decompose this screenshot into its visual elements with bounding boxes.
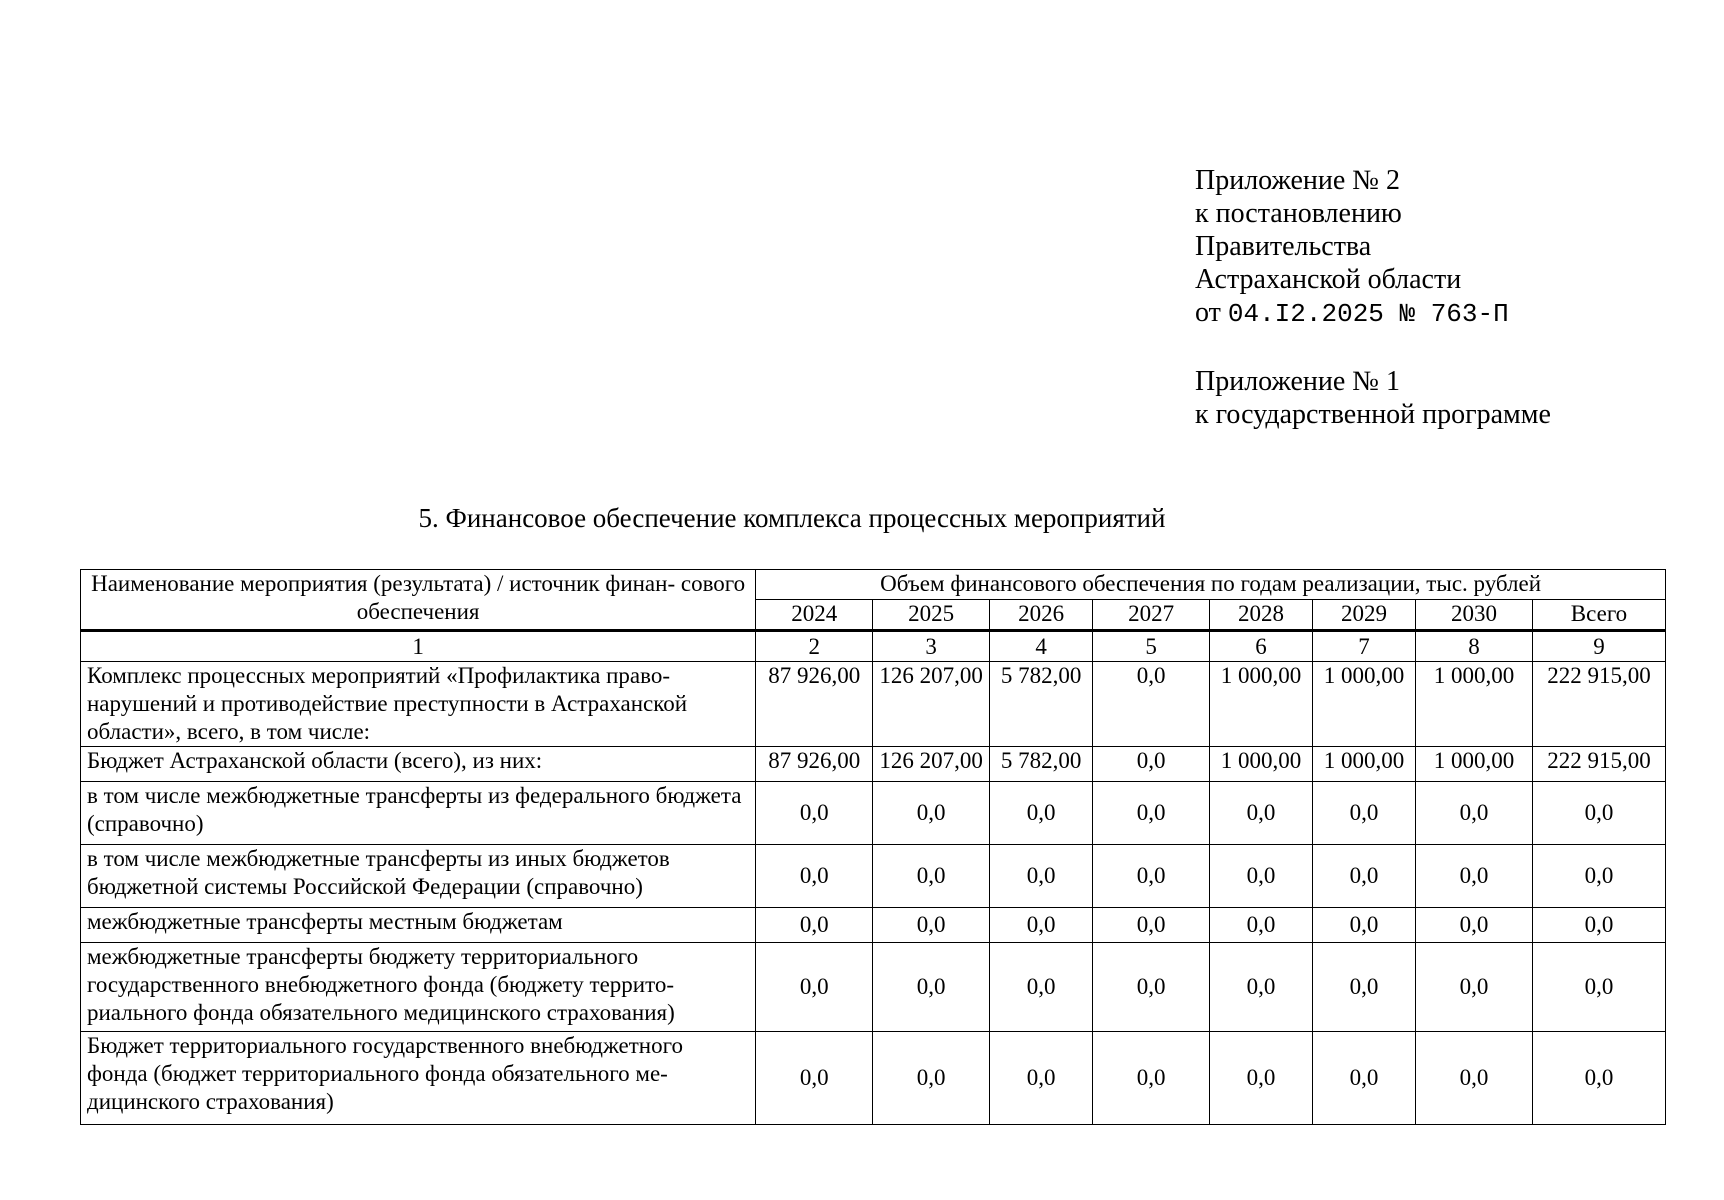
header-line: Правительства	[1195, 231, 1372, 262]
cell-value: 0,0	[1416, 782, 1533, 845]
cell-value: 0,0	[1416, 1032, 1533, 1125]
cell-value: 1 000,00	[1416, 747, 1533, 782]
cell-value: 1 000,00	[1313, 662, 1416, 747]
year-header: 2029	[1313, 600, 1416, 631]
cell-value: 1 000,00	[1210, 662, 1313, 747]
cell-value: 1 000,00	[1313, 747, 1416, 782]
column-number: 7	[1313, 631, 1416, 662]
column-number: 6	[1210, 631, 1313, 662]
cell-value: 222 915,00	[1532, 747, 1665, 782]
decree-line	[1195, 296, 1551, 331]
cell-value: 0,0	[990, 845, 1093, 908]
cell-value: 87 926,00	[756, 662, 873, 747]
row-name: Бюджет Астраханской области (всего), из них:	[81, 747, 756, 782]
cell-value: 0,0	[873, 908, 990, 943]
column-number: 3	[873, 631, 990, 662]
cell-value: 1 000,00	[1416, 662, 1533, 747]
year-header: 2027	[1093, 600, 1210, 631]
cell-value: 0,0	[1093, 782, 1210, 845]
cell-value: 0,0	[990, 908, 1093, 943]
row-name: межбюджетные трансферты местным бюджетам	[81, 908, 756, 943]
year-header: 2026	[990, 600, 1093, 631]
cell-value: 0,0	[990, 943, 1093, 1032]
cell-value: 0,0	[873, 782, 990, 845]
name-column-header: Наименование мероприятия (результата) / источник финан- сового обеспечения	[81, 570, 756, 631]
column-number-row	[81, 631, 1666, 662]
cell-value: 0,0	[1416, 845, 1533, 908]
row-name: межбюджетные трансферты бюджету территориального государственного внебюджетного фонда (бюджету террито- риального фонда обязательного медицинского страхования)	[81, 943, 756, 1032]
section-title: 5. Финансовое обеспечение комплекса процессных мероприятий	[418, 503, 1166, 533]
year-header: 2028	[1210, 600, 1313, 631]
cell-value: 0,0	[756, 1032, 873, 1125]
column-number: 5	[1093, 631, 1210, 662]
table-row	[81, 782, 1666, 845]
cell-value: 0,0	[1313, 782, 1416, 845]
cell-value: 0,0	[1532, 782, 1665, 845]
cell-value: 0,0	[1093, 662, 1210, 747]
table-row	[81, 747, 1666, 782]
row-name: Комплекс процессных мероприятий «Профилактика право- нарушений и противодействие преступности в Астраханской области», всего, в том числе:	[81, 662, 756, 747]
year-header: 2030	[1416, 600, 1533, 631]
cell-value: 0,0	[1210, 845, 1313, 908]
year-header: 2025	[873, 600, 990, 631]
cell-value: 0,0	[1093, 943, 1210, 1032]
cell-value: 5 782,00	[990, 662, 1093, 747]
column-number: 1	[81, 631, 756, 662]
cell-value: 1 000,00	[1210, 747, 1313, 782]
cell-value: 0,0	[990, 1032, 1093, 1125]
table-row	[81, 943, 1666, 1032]
cell-value: 0,0	[1210, 908, 1313, 943]
cell-value: 0,0	[1313, 845, 1416, 908]
cell-value: 222 915,00	[1532, 662, 1665, 747]
column-number: 8	[1416, 631, 1533, 662]
cell-value: 126 207,00	[873, 662, 990, 747]
header-line: Приложение № 2	[1195, 165, 1400, 196]
table-row	[81, 662, 1666, 747]
column-number: 4	[990, 631, 1093, 662]
cell-value: 0,0	[756, 782, 873, 845]
cell-value: 0,0	[1210, 782, 1313, 845]
column-number: 2	[756, 631, 873, 662]
cell-value: 0,0	[990, 782, 1093, 845]
column-number: 9	[1532, 631, 1665, 662]
cell-value: 0,0	[1093, 845, 1210, 908]
cell-value: 0,0	[1093, 908, 1210, 943]
cell-value: 0,0	[1313, 1032, 1416, 1125]
table-row	[81, 908, 1666, 943]
cell-value: 0,0	[1313, 943, 1416, 1032]
cell-value: 0,0	[1532, 908, 1665, 943]
financing-table	[80, 569, 1666, 1125]
cell-value: 0,0	[1210, 943, 1313, 1032]
row-name: в том числе межбюджетные трансферты из федерального бюджета (справочно)	[81, 782, 756, 845]
document-header	[1195, 164, 1551, 431]
row-name: Бюджет территориального государственного внебюджетного фонда (бюджет территориального фонда обязательного ме- дицинского страхования)	[81, 1032, 756, 1125]
year-header: 2024	[756, 600, 873, 631]
cell-value: 0,0	[756, 943, 873, 1032]
decree-stamp: 04.I2.2025 № 763-П	[1227, 299, 1509, 329]
cell-value: 0,0	[1416, 908, 1533, 943]
cell-value: 0,0	[873, 1032, 990, 1125]
cell-value: 0,0	[873, 845, 990, 908]
cell-value: 0,0	[1313, 908, 1416, 943]
cell-value: 0,0	[1532, 1032, 1665, 1125]
decree-prefix: от	[1195, 297, 1221, 328]
cell-value: 0,0	[1532, 845, 1665, 908]
cell-value: 87 926,00	[756, 747, 873, 782]
appendix-line: к государственной программе	[1195, 399, 1551, 430]
cell-value: 0,0	[1093, 1032, 1210, 1125]
cell-value: 0,0	[1416, 943, 1533, 1032]
table-row	[81, 1032, 1666, 1125]
cell-value: 0,0	[1532, 943, 1665, 1032]
table-row	[81, 845, 1666, 908]
cell-value: 0,0	[756, 908, 873, 943]
row-name: в том числе межбюджетные трансферты из иных бюджетов бюджетной системы Российской Федерации (справочно)	[81, 845, 756, 908]
cell-value: 0,0	[1093, 747, 1210, 782]
cell-value: 5 782,00	[990, 747, 1093, 782]
cell-value: 0,0	[873, 943, 990, 1032]
cell-value: 0,0	[1210, 1032, 1313, 1125]
total-header: Всего	[1532, 600, 1665, 631]
appendix-line: Приложение № 1	[1195, 366, 1400, 397]
cell-value: 0,0	[756, 845, 873, 908]
cell-value: 126 207,00	[873, 747, 990, 782]
header-line: Астраханской области	[1195, 264, 1462, 295]
header-line: к постановлению	[1195, 198, 1402, 229]
volume-header: Объем финансового обеспечения по годам реализации, тыс. рублей	[756, 570, 1666, 600]
